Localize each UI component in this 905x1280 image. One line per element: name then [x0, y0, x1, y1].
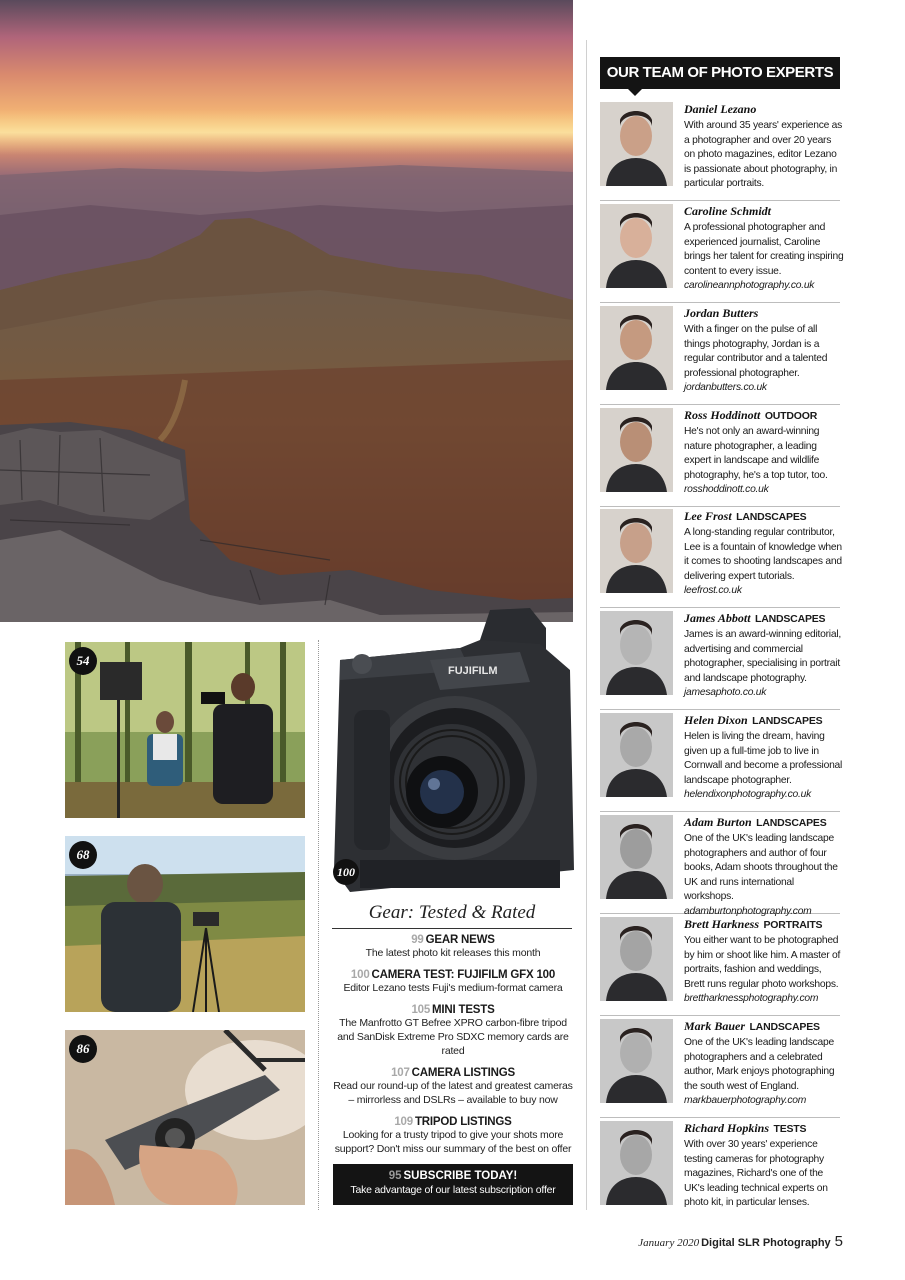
gear-item[interactable] [330, 1004, 576, 1058]
expert-info [684, 507, 844, 598]
subscribe-page: 95 [388, 1170, 402, 1182]
gear-item-page: 109 [394, 1116, 413, 1128]
expert-portrait [600, 611, 673, 695]
expert-name-line [684, 100, 844, 118]
expert-entry [600, 811, 840, 917]
gear-item-page: 100 [350, 969, 370, 981]
expert-name-line [684, 609, 844, 627]
expert-name: Ross Hoddinott [684, 408, 761, 422]
camera-product-image[interactable] [330, 600, 576, 900]
gear-item-heading: TRIPOD LISTINGS [414, 1116, 512, 1128]
gear-item-description: Looking for a trusty tripod to give your shots more support? Don't miss our summary of the best on offer [334, 1129, 572, 1155]
gear-item[interactable] [330, 1067, 576, 1107]
expert-specialism: TESTS [773, 1123, 807, 1135]
gear-item-description: The Manfrotto GT Befree XPRO carbon-fibre tripod and SanDisk Extreme Pro SDXC memory cards are rated [337, 1017, 569, 1057]
gear-item[interactable] [330, 1116, 576, 1156]
gear-item-description: The latest photo kit releases this month [365, 947, 541, 959]
expert-name: James Abbott [684, 611, 751, 625]
page-number-badge: 86 [69, 1035, 97, 1063]
expert-name-line [684, 813, 844, 831]
expert-entry [600, 505, 840, 608]
gear-item-page: 99 [411, 934, 424, 946]
expert-name: Mark Bauer [684, 1019, 746, 1033]
gear-item[interactable] [330, 969, 576, 995]
expert-name: Richard Hopkins [684, 1121, 770, 1135]
expert-entry [600, 200, 844, 303]
gear-item-heading: CAMERA LISTINGS [411, 1067, 515, 1079]
team-section-header: OUR TEAM OF PHOTO EXPERTS [600, 57, 840, 89]
column-divider [586, 40, 587, 1210]
expert-info [684, 1119, 844, 1211]
expert-bio: You either want to be photographed by him or shoot like him. A master of portraits, fashion and weddings, Brett runs regular photo workshops. [684, 935, 841, 990]
expert-bio: James is an award-winning editorial, advertising and commercial photographer, specialising in portrait and landscape photography. [684, 629, 841, 684]
expert-bio: A professional photographer and experienced journalist, Caroline brings her talent for creating inspiring content to every issue. [684, 222, 844, 277]
subscribe-banner[interactable] [333, 1164, 573, 1205]
gear-item-heading: CAMERA TEST: FUJIFILM GFX 100 [371, 969, 556, 981]
expert-portrait [600, 713, 673, 797]
expert-website-link[interactable]: leefrost.co.uk [684, 585, 742, 597]
gear-item-heading: MINI TESTS [432, 1004, 495, 1016]
subscribe-heading: SUBSCRIBE TODAY! [403, 1170, 518, 1182]
expert-entry [600, 1015, 840, 1118]
expert-info [684, 609, 844, 700]
expert-website-link[interactable]: carolineannphotography.co.uk [684, 280, 815, 292]
drone-filter-image [65, 1030, 305, 1205]
expert-portrait [600, 1019, 673, 1103]
expert-info [684, 915, 844, 1006]
expert-info [684, 1017, 844, 1108]
expert-name-line [684, 915, 844, 933]
magazine-title: Digital SLR Photography [701, 1237, 831, 1249]
expert-info [684, 813, 844, 919]
expert-name: Helen Dixon [684, 713, 748, 727]
expert-name-line [684, 507, 844, 525]
expert-name-line [684, 1017, 844, 1035]
expert-bio: With around 35 years' experience as a photographer and over 20 years on photo magazines, editor Lezano is passionate about photography, in particular portraits. [684, 120, 843, 190]
expert-name-line [684, 304, 844, 322]
thumbnail-moorland-shoot[interactable] [65, 836, 305, 1012]
gear-item-page: 105 [411, 1004, 431, 1016]
expert-website-link[interactable]: rosshoddinott.co.uk [684, 484, 769, 496]
expert-website-link[interactable]: markbauerphotography.com [684, 1095, 807, 1107]
expert-specialism: LANDSCAPES [736, 511, 807, 523]
expert-entry [600, 98, 843, 201]
expert-entry [600, 302, 840, 405]
expert-entry [600, 913, 840, 1016]
gear-item-description: Editor Lezano tests Fuji's medium-format camera [343, 982, 563, 994]
expert-entry [600, 607, 840, 710]
page-number-badge: 54 [69, 647, 97, 675]
expert-entry [600, 709, 843, 812]
expert-portrait [600, 509, 673, 593]
expert-portrait [600, 917, 673, 1001]
gear-item-description: Read our round-up of the latest and greatest cameras – mirrorless and DSLRs – available to buy now [333, 1080, 573, 1106]
thumbnail-drone-filter[interactable] [65, 1030, 305, 1205]
page-number-badge: 100 [333, 859, 359, 885]
expert-entry [600, 1117, 840, 1219]
expert-website-link[interactable]: helendixonphotography.co.uk [684, 789, 812, 801]
expert-bio: One of the UK's leading landscape photographers and author of four books, Adam shoots throughout the UK and runs international workshops. [684, 833, 838, 903]
expert-name: Caroline Schmidt [684, 204, 772, 218]
forest-shoot-image [65, 642, 305, 818]
expert-portrait [600, 306, 673, 390]
expert-specialism: PORTRAITS [763, 919, 823, 931]
subscribe-description: Take advantage of our latest subscription offer [350, 1184, 556, 1196]
moorland-shoot-image [65, 836, 305, 1012]
landscape-illustration [0, 0, 573, 622]
expert-portrait [600, 204, 673, 288]
expert-bio: With a finger on the pulse of all things photography, Jordan is a regular contributor and a talented professional photographer. [684, 324, 828, 379]
expert-name-line [684, 202, 844, 220]
expert-name: Lee Frost [684, 509, 732, 523]
page-number-badge: 68 [69, 841, 97, 869]
expert-specialism: LANDSCAPES [752, 715, 823, 727]
expert-portrait [600, 815, 673, 899]
camera-brand-label: FUJIFILM [448, 665, 498, 677]
expert-website-link[interactable]: jordanbutters.co.uk [684, 382, 767, 394]
expert-specialism: LANDSCAPES [756, 817, 827, 829]
column-divider [318, 640, 319, 1210]
expert-info [684, 202, 844, 293]
expert-specialism: OUTDOOR [764, 410, 818, 422]
expert-name-line [684, 711, 844, 729]
expert-name: Brett Harkness [684, 917, 760, 931]
gear-item-heading: GEAR NEWS [425, 934, 495, 946]
page-footer [638, 1233, 843, 1250]
expert-portrait [600, 102, 673, 186]
expert-bio: One of the UK's leading landscape photographers and a celebrated author, Mark enjoys photographing the south west of England. [684, 1037, 835, 1092]
expert-website-link[interactable]: jamesaphoto.co.uk [684, 687, 767, 699]
expert-name-line [684, 406, 844, 424]
expert-bio: Helen is living the dream, having given up a full-time job to live in Cornwall and become a professional landscape photographer. [684, 731, 843, 786]
fujifilm-camera-illustration [330, 600, 576, 900]
expert-specialism: LANDSCAPES [749, 1021, 820, 1033]
thumbnail-forest-shoot[interactable] [65, 642, 305, 818]
expert-name: Adam Burton [684, 815, 752, 829]
expert-website-link[interactable]: adamburtonphotography.com [684, 905, 812, 917]
page-number: 5 [834, 1233, 843, 1250]
expert-entry [600, 404, 840, 507]
gear-contents-list [330, 934, 576, 1165]
expert-specialism: LANDSCAPES [755, 613, 826, 625]
expert-info [684, 304, 844, 395]
expert-bio: A long-standing regular contributor, Lee is a fountain of knowledge when it comes to shooting landscapes and delivering expert tutorials. [684, 527, 842, 582]
expert-name: Jordan Butters [684, 306, 759, 320]
expert-bio: With over 30 years' experience testing cameras for photography magazines, Richard's one of the UK's leading technical experts on photo kit, in particular lenses. [684, 1139, 828, 1209]
expert-portrait [600, 1121, 673, 1205]
expert-info [684, 711, 844, 802]
gear-item[interactable] [330, 934, 576, 960]
issue-date: January 2020 [638, 1237, 700, 1249]
hero-landscape-photo [0, 0, 573, 622]
gear-item-page: 107 [391, 1067, 410, 1079]
expert-name-line [684, 1119, 844, 1137]
expert-info [684, 406, 844, 497]
expert-bio: He's not only an award-winning nature photographer, a leading expert in landscape and wildlife photography, he's a top tutor, too. [684, 426, 828, 481]
expert-name: Daniel Lezano [684, 102, 757, 116]
expert-portrait [600, 408, 673, 492]
gear-section-title: Gear: Tested & Rated [332, 902, 572, 929]
expert-info [684, 100, 844, 192]
expert-website-link[interactable]: brettharknessphotography.com [684, 993, 819, 1005]
